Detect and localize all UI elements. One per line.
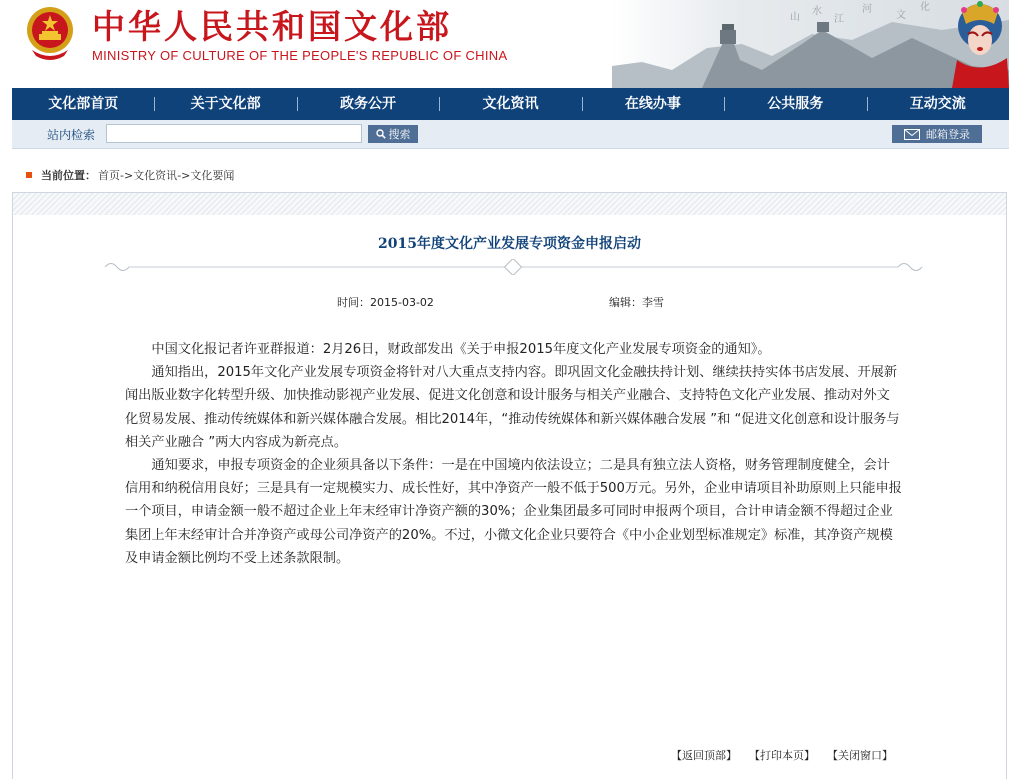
breadcrumb-culture-headlines-link[interactable]: 文化要闻 <box>190 169 235 182</box>
back-to-top-link[interactable]: 【返回顶部】 <box>671 749 737 762</box>
svg-text:化: 化 <box>920 2 930 13</box>
close-window-link[interactable]: 【关闭窗口】 <box>827 749 893 762</box>
article-title: 2015年度文化产业发展专项资金申报启动 <box>378 236 641 252</box>
article-footer-links <box>671 747 893 763</box>
search-bar <box>12 120 1009 149</box>
article-body <box>125 338 903 570</box>
ornamental-divider <box>101 259 926 275</box>
national-emblem-icon <box>24 6 76 62</box>
site-title-english: MINISTRY OF CULTURE OF THE PEOPLE'S REPUBLIC OF CHINA <box>92 48 508 63</box>
search-button[interactable] <box>368 125 418 143</box>
nav-item-online-services[interactable]: 在线办事 <box>582 88 724 120</box>
search-button-label: 搜索 <box>388 129 411 141</box>
search-label: 站内检索 <box>47 128 96 142</box>
svg-text:文: 文 <box>896 10 906 21</box>
breadcrumb-label: 当前位置： <box>41 169 96 182</box>
main-nav <box>12 88 1009 120</box>
svg-text:水: 水 <box>812 6 822 17</box>
nav-item-about[interactable]: 关于文化部 <box>154 88 296 120</box>
svg-text:河: 河 <box>862 4 872 15</box>
search-icon <box>376 129 386 139</box>
mail-login-button[interactable] <box>892 125 982 143</box>
site-title: 中华人民共和国文化部 <box>92 7 452 46</box>
mail-login-label: 邮箱登录 <box>926 129 970 141</box>
print-page-link[interactable]: 【打印本页】 <box>749 749 815 762</box>
great-wall-banner-image <box>612 0 1009 88</box>
publish-time: 时间：2015-03-02 <box>337 296 434 309</box>
nav-item-government-affairs[interactable]: 政务公开 <box>297 88 439 120</box>
nav-item-home[interactable]: 文化部首页 <box>48 96 119 112</box>
breadcrumb <box>26 167 234 183</box>
svg-text:山: 山 <box>790 12 800 23</box>
panel-pattern-strip <box>13 192 1006 215</box>
nav-item-culture-news[interactable]: 文化资讯 <box>439 88 581 120</box>
breadcrumb-culture-news-link[interactable]: 文化资讯 <box>133 169 178 182</box>
envelope-icon <box>904 129 920 140</box>
article-editor: 编辑：李雪 <box>609 296 664 309</box>
breadcrumb-separator: -> <box>177 168 191 182</box>
breadcrumb-home-link[interactable]: 首页 <box>98 169 120 182</box>
article-paragraph: 中国文化报记者许亚群报道：2月26日，财政部发出《关于申报2015年度文化产业发展专项资金的通知》。 <box>151 342 771 357</box>
article-paragraph: 通知要求，申报专项资金的企业须具备以下条件：一是在中国境内依法设立；二是具有独立法人资格，财务管理制度健全，会计信用和纳税信用良好；三是具有一定规模实力、成长性好，其中净资产一般不低于500万元。另外，企业申请项目补助原则上只能申报一个项目，申请金额一般不超过企业上年末经审计净资产额的30%；企业集团最多可同时申报两个项目，合计申请金额不得超过企业集团上年末经审计合并净资产或母公司净资产的20%。不过，小微文化企业只要符合《中小企业划型标准规定》标准，其净资产规模及申请金额比例均不受上述条款限制。 <box>125 458 902 566</box>
search-input[interactable] <box>106 124 362 143</box>
breadcrumb-bullet-icon <box>26 172 32 178</box>
breadcrumb-separator: -> <box>120 168 134 182</box>
article-paragraph: 通知指出，2015年文化产业发展专项资金将针对八大重点支持内容。即巩固文化金融扶持计划、继续扶持实体书店发展、开展新闻出版业数字化转型升级、加快推动影视产业发展、促进文化创意和设计服务与相关产业融合、支持特色文化产业发展、推动对外文化贸易发展、推动传统媒体和新兴媒体融合发展。相比2014年，“推动传统媒体和新兴媒体融合发展 ”和 “促进文化创意和设计服务与相关产业融合 ”两大内容成为新亮点。 <box>125 365 900 450</box>
nav-item-interaction[interactable]: 互动交流 <box>867 88 1009 120</box>
svg-text:江: 江 <box>834 14 844 25</box>
site-header <box>0 0 1009 88</box>
article-panel <box>12 192 1007 779</box>
nav-item-public-services[interactable]: 公共服务 <box>724 88 866 120</box>
